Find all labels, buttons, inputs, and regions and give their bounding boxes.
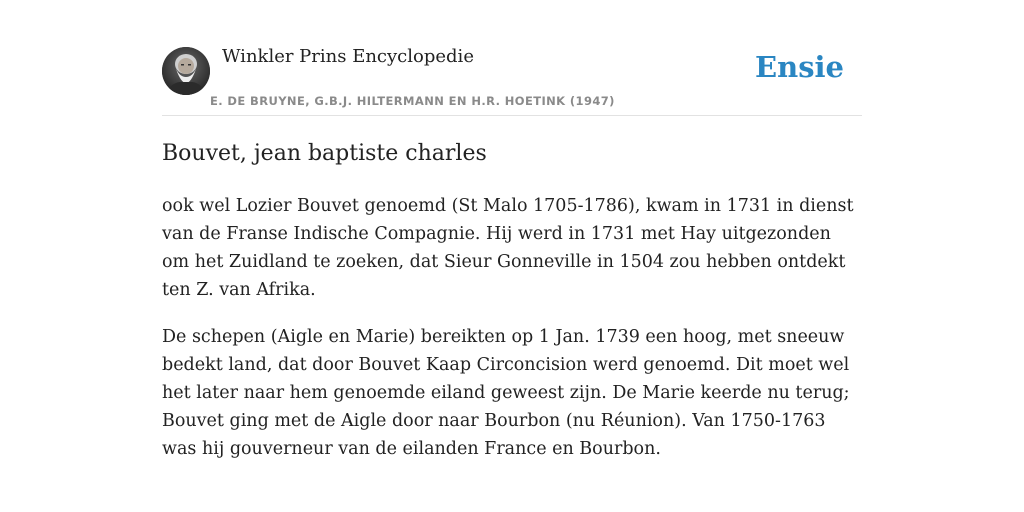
publication-title[interactable]: Winkler Prins Encyclopedie [222,46,474,67]
portrait-avatar-icon [162,47,210,95]
header [162,44,862,116]
article-paragraph: ook wel Lozier Bouvet genoemd (St Malo 1705-1786), kwam in 1731 in dienst van de Franse Indische Compagnie. Hij werd in 1731 met Hay uitgezonden om het Zuidland te zoeken, dat Sieur Gonneville in 1504 zou hebben ontdekt ten Z. van Afrika. [162,196,854,300]
article-title: Bouvet, jean baptiste charles [162,141,487,166]
brand-logo[interactable]: Ensie [755,50,844,84]
article-paragraph: De schepen (Aigle en Marie) bereikten op 1 Jan. 1739 een hoog, met sneeuw bedekt land, dat door Bouvet Kaap Circoncision werd genoemd. Dit moet wel het later naar hem genoemde eiland geweest zijn. De Marie keerde nu terug; Bouvet ging met de Aigle door naar Bourbon (nu Réunion). Van 1750-1763 was hij gouverneur van de eilanden France en Bourbon. [162,327,850,459]
article [162,138,862,463]
authors-line: E. DE BRUYNE, G.B.J. HILTERMANN EN H.R. HOETINK (1947) [210,94,615,108]
